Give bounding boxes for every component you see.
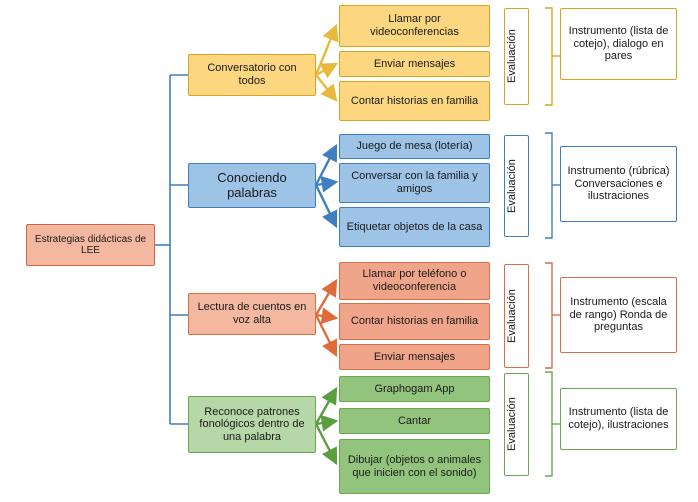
- leaf-label: Dibujar (objetos o animales que inicien con el sonido): [347, 453, 482, 479]
- leaf-node-conversatorio-1[interactable]: [339, 5, 490, 47]
- leaf-label: Llamar por videoconferencias: [370, 13, 459, 38]
- leaf-node-fonologicos-1[interactable]: [339, 376, 490, 402]
- evaluation-node-conversatorio[interactable]: [504, 8, 529, 105]
- instrument-label: Instrumento (rúbrica) Conversaciones e ilustraciones: [567, 165, 670, 203]
- branch-node-conversatorio[interactable]: [188, 54, 316, 96]
- leaf-node-conociendo-1[interactable]: [339, 134, 490, 159]
- instrument-label: Instrumento (lista de cotejo), ilustraciones: [568, 406, 669, 431]
- leaf-label: Cantar: [397, 414, 432, 427]
- leaf-label: Enviar mensajes: [373, 57, 456, 70]
- evaluation-node-conociendo[interactable]: [504, 135, 529, 237]
- leaf-node-conversatorio-2[interactable]: [339, 51, 490, 77]
- instrument-label: Instrumento (lista de cotejo), dialogo en pares: [568, 25, 669, 63]
- leaf-label: Conversar con la familia y amigos: [351, 170, 478, 195]
- instrument-label: Instrumento (escala de rango) Ronda de preguntas: [569, 296, 668, 334]
- branch-label: Conversatorio con todos: [207, 62, 297, 87]
- leaf-node-lectura-1[interactable]: [339, 262, 490, 300]
- branch-label: Lectura de cuentos en voz alta: [197, 301, 307, 326]
- evaluation-label: Evaluación: [506, 29, 518, 84]
- root-node-label: Estrategias didácticas de LEE: [34, 233, 147, 256]
- branch-node-fonologicos[interactable]: [188, 396, 316, 453]
- leaf-node-lectura-3[interactable]: [339, 344, 490, 370]
- branch-node-conociendo[interactable]: [188, 163, 316, 208]
- branch-node-lectura[interactable]: [188, 293, 316, 335]
- root-node[interactable]: [26, 224, 155, 266]
- evaluation-node-lectura[interactable]: [504, 264, 529, 368]
- leaf-label: Juego de mesa (lotería): [356, 140, 473, 153]
- leaf-label: Etiquetar objetos de la casa: [346, 220, 483, 233]
- leaf-node-conversatorio-3[interactable]: [339, 81, 490, 121]
- leaf-label: Graphogam App: [374, 382, 455, 395]
- branch-label: Conociendo palabras: [217, 169, 287, 200]
- instrument-node-fonologicos[interactable]: [560, 388, 677, 450]
- leaf-node-conociendo-3[interactable]: [339, 207, 490, 247]
- leaf-node-conociendo-2[interactable]: [339, 163, 490, 203]
- leaf-node-fonologicos-2[interactable]: [339, 408, 490, 434]
- leaf-node-lectura-2[interactable]: [339, 303, 490, 340]
- evaluation-node-fonologicos[interactable]: [504, 373, 529, 476]
- leaf-node-fonologicos-3[interactable]: [339, 439, 490, 494]
- instrument-node-conociendo[interactable]: [560, 146, 677, 222]
- evaluation-label: Evaluación: [506, 159, 518, 213]
- leaf-label: Enviar mensajes: [373, 350, 456, 363]
- leaf-label: Contar historias en familia: [350, 315, 479, 328]
- evaluation-label: Evaluación: [506, 289, 518, 343]
- evaluation-label: Evaluación: [506, 397, 518, 452]
- leaf-label: Llamar por teléfono o videoconferencia: [362, 268, 467, 293]
- instrument-node-conversatorio[interactable]: [560, 8, 677, 80]
- branch-label: Reconoce patrones fonológicos dentro de una palabra: [199, 405, 305, 443]
- leaf-label: Contar historias en familia: [350, 94, 479, 107]
- instrument-node-lectura[interactable]: [560, 277, 677, 353]
